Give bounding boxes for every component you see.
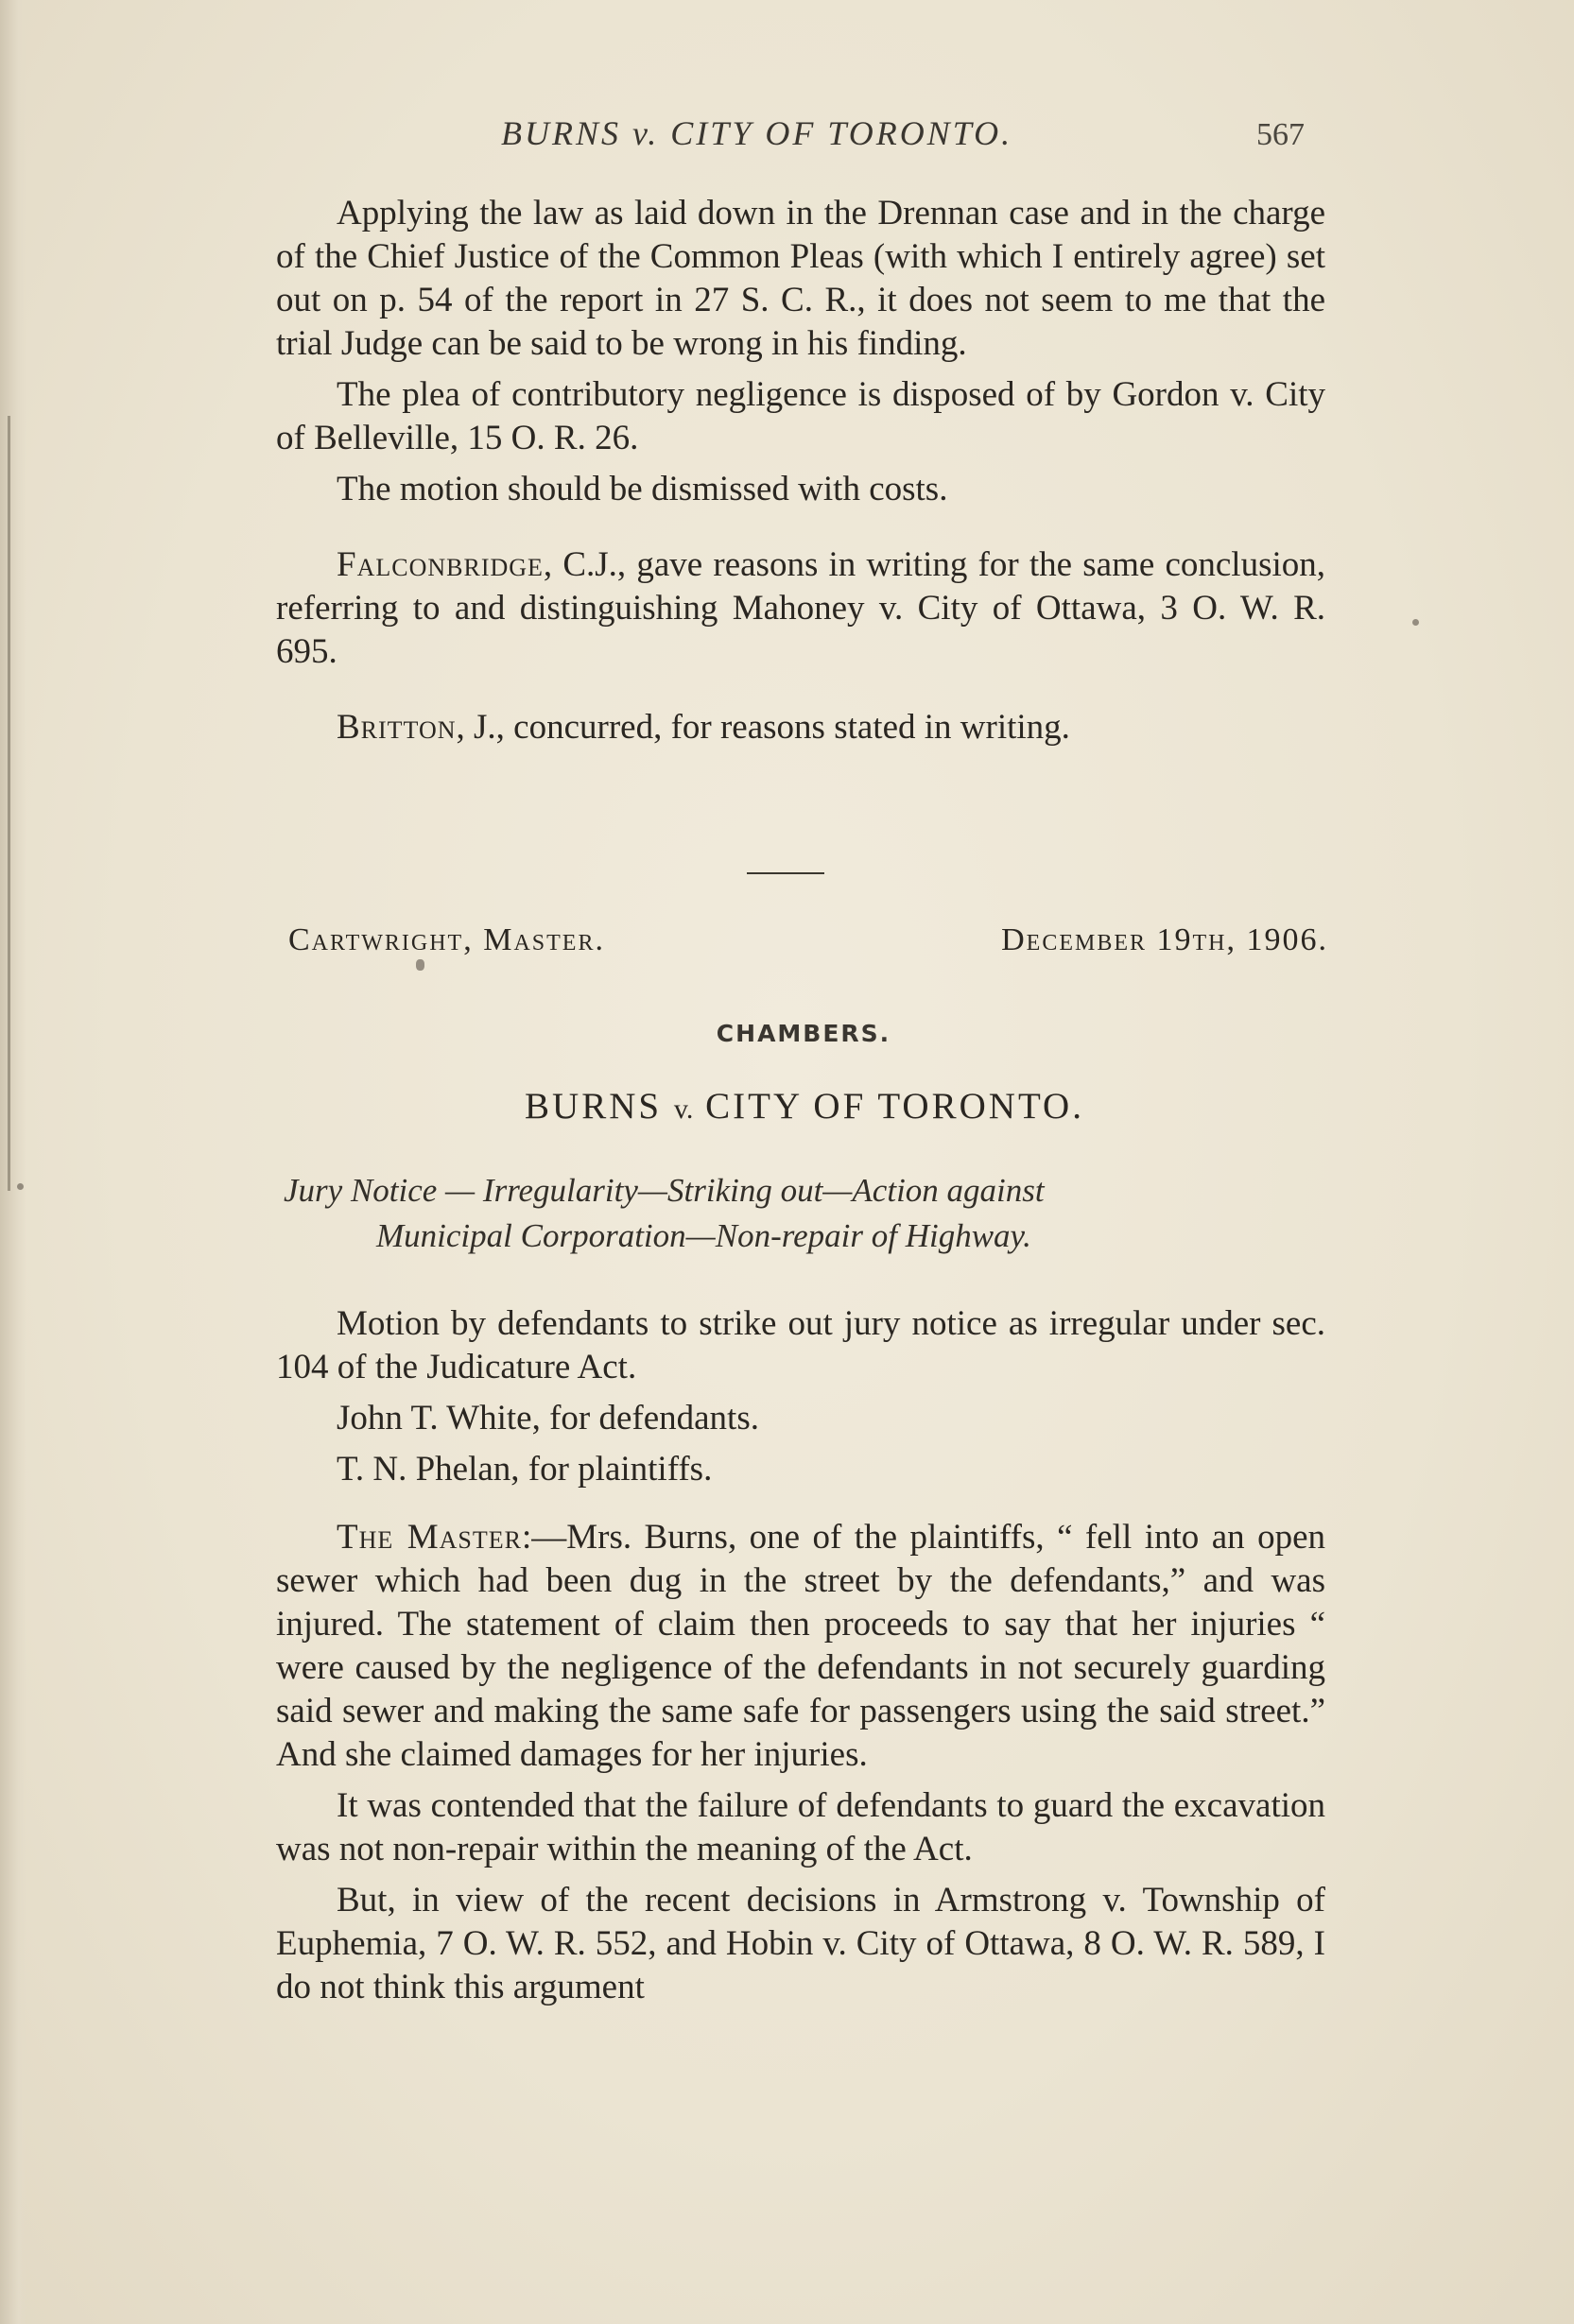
gutter-shadow xyxy=(0,0,26,2324)
case-title-defendant: CITY OF TORONTO. xyxy=(705,1086,1084,1127)
master-judgment-text: :—Mrs. Burns, one of the plaintiffs, “ fell into an open sewer which had been dug in the street by the defendants,” and was injured. The statement of claim then proceeds to say that her injuries “ were caused by the negligence of the defendants in not securely guarding said sewer and making the same safe for passengers using the said street.” And she claimed damages for her injuries. xyxy=(276,1518,1325,1774)
falconbridge-text: , C.J., gave reasons in writing for the same conclusion, referring to and distinguishing Mahoney v. City of Ottawa, 3 O. W. R. 695. xyxy=(276,545,1325,671)
judge-line: Cartwright, Master. xyxy=(288,922,605,957)
gutter-mark xyxy=(8,416,10,1191)
paragraph-contention: It was contended that the failure of defendants to guard the excavation was not non-repair within the meaning of the Act. xyxy=(276,1786,1325,1868)
judge-name-britton: Britton xyxy=(337,708,457,747)
running-title: BURNS v. CITY OF TORONTO. xyxy=(501,114,1013,152)
upper-text-block xyxy=(276,192,1325,749)
paper-speck xyxy=(17,1183,24,1190)
paragraph-counsel-plaintiffs: T. N. Phelan, for plaintiffs. xyxy=(337,1450,713,1489)
decision-date: December 19th, 1906. xyxy=(1001,922,1328,957)
paragraph-motion-dismissed: The motion should be dismissed with costs. xyxy=(337,470,948,508)
paragraph-motion: Motion by defendants to strike out jury notice as irregular under sec. 104 of the Judicature Act. xyxy=(276,1304,1325,1386)
paragraph-counsel-defendants: John T. White, for defendants. xyxy=(337,1399,759,1437)
section-divider xyxy=(747,872,824,874)
page-number: 567 xyxy=(1256,117,1305,152)
paragraph-britton xyxy=(276,706,1325,749)
case-title-plaintiff: BURNS xyxy=(525,1086,663,1127)
headnote-line-1: Jury Notice — Irregularity—Striking out—Action against xyxy=(284,1172,1045,1209)
paper-speck xyxy=(1412,619,1419,626)
case-title xyxy=(0,1085,1574,1128)
case-title-versus: v. xyxy=(673,1093,694,1125)
master-name: The Master xyxy=(337,1518,522,1557)
paragraph-falconbridge xyxy=(276,543,1325,674)
britton-text: , J., concurred, for reasons stated in writing. xyxy=(456,708,1070,747)
running-head xyxy=(236,113,1323,170)
paragraph-master-judgment xyxy=(276,1516,1325,1777)
dateline xyxy=(288,922,1328,970)
headnote xyxy=(284,1168,1333,1259)
paragraph-recent-decisions: But, in view of the recent decisions in Armstrong v. Township of Euphemia, 7 O. W. R. 552, and Hobin v. City of Ottawa, 8 O. W. R. 589, I do not think this argument xyxy=(276,1881,1325,2006)
paragraph-drennan: Applying the law as laid down in the Drennan case and in the charge of the Chief Justice of the Common Pleas (with which I entirely agree) set out on p. 54 of the report in 27 S. C. R., it does not seem to me that the trial Judge can be said to be wrong in his finding. xyxy=(276,194,1325,363)
paragraph-contributory-negligence: The plea of contributory negligence is disposed of by Gordon v. City of Belleville, 15 O. R. 26. xyxy=(276,375,1325,457)
ink-blot xyxy=(416,959,424,971)
lower-text-block xyxy=(276,1302,1325,2009)
court-heading: CHAMBERS. xyxy=(716,1020,891,1047)
headnote-line-2: Municipal Corporation—Non-repair of Highway. xyxy=(376,1217,1031,1254)
judge-name-falconbridge: Falconbridge xyxy=(337,545,544,584)
